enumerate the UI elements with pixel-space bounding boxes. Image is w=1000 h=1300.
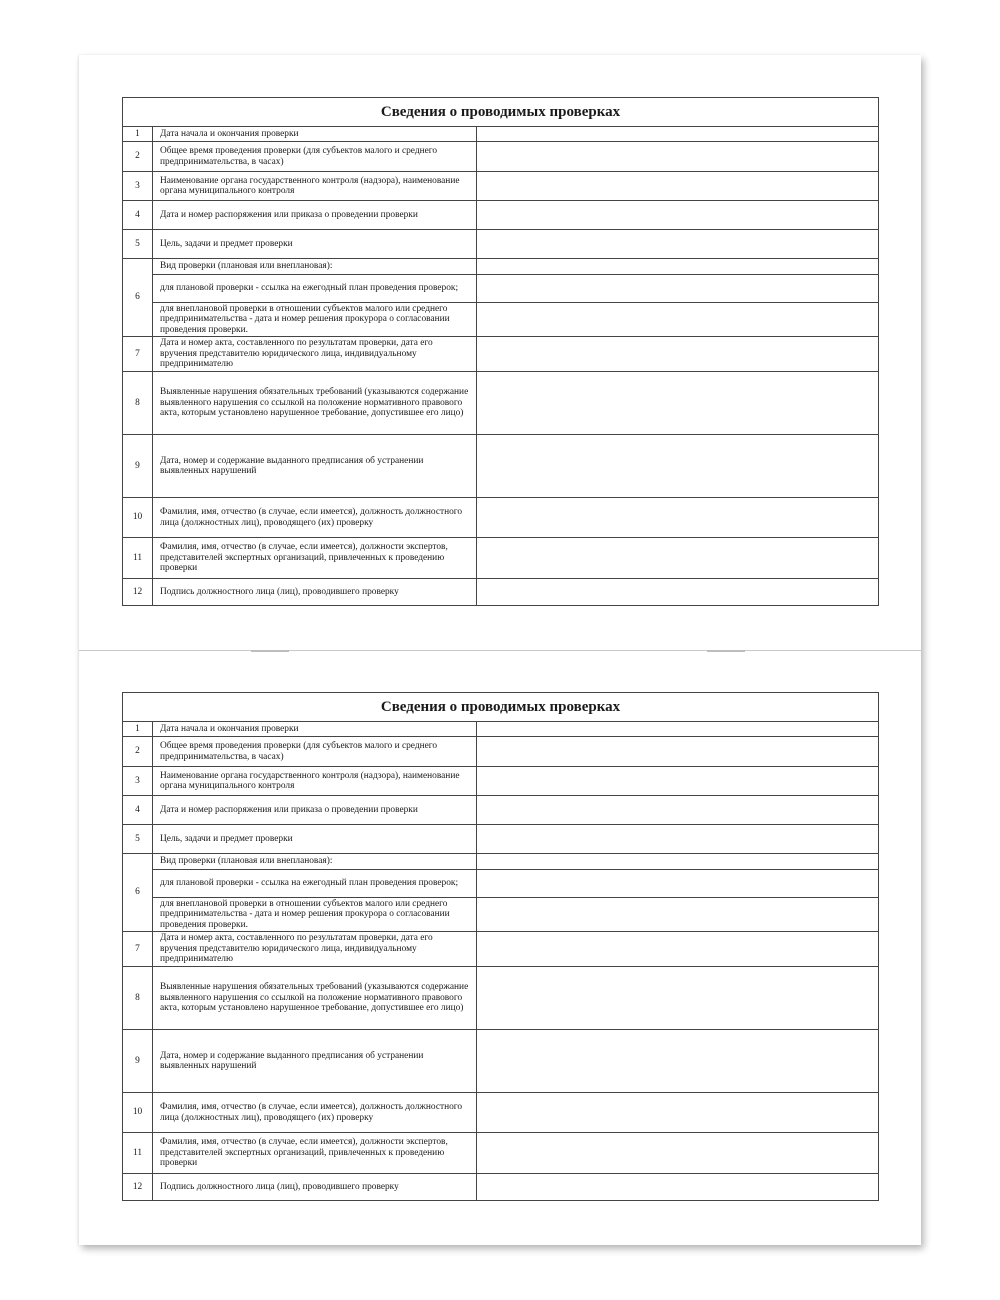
row-value-cell[interactable] (477, 1030, 879, 1093)
row-label: Цель, задачи и предмет проверки (153, 230, 477, 259)
row-number: 2 (123, 737, 153, 767)
row-label: Дата начала и окончания проверки (153, 722, 477, 737)
table-row (123, 1093, 879, 1133)
row-value-cell[interactable] (477, 172, 879, 201)
row-value-cell[interactable] (477, 767, 879, 796)
row-number: 9 (123, 435, 153, 498)
row-label: Вид проверки (плановая или внеплановая): (153, 259, 477, 275)
row-number: 4 (123, 201, 153, 230)
table-row (123, 435, 879, 498)
row-number: 7 (123, 337, 153, 372)
row-number: 2 (123, 142, 153, 172)
row-value-cell[interactable] (477, 303, 879, 337)
table-row (123, 932, 879, 967)
row-number: 10 (123, 498, 153, 538)
table-row (123, 201, 879, 230)
row-value-cell[interactable] (477, 538, 879, 579)
row-label: Выявленные нарушения обязательных требований (указываются содержание выявленного нарушения со ссылкой на положение нормативного правового акта, которым установлено нарушенное требование, допустившее его лицо) (153, 967, 477, 1030)
row-label: Дата и номер распоряжения или приказа о проведении проверки (153, 201, 477, 230)
table-row (123, 142, 879, 172)
row-label: Подпись должностного лица (лиц), проводившего проверку (153, 1174, 477, 1201)
table-row (123, 275, 879, 303)
row-value-cell[interactable] (477, 737, 879, 767)
row-value-cell[interactable] (477, 372, 879, 435)
row-value-cell[interactable] (477, 796, 879, 825)
row-number: 4 (123, 796, 153, 825)
row-label: Дата, номер и содержание выданного предписания об устранении выявленных нарушений (153, 435, 477, 498)
row-number: 3 (123, 767, 153, 796)
row-number: 3 (123, 172, 153, 201)
row-value-cell[interactable] (477, 127, 879, 142)
row-label: Выявленные нарушения обязательных требований (указываются содержание выявленного нарушения со ссылкой на положение нормативного правового акта, которым установлено нарушенное требование, допустившее его лицо) (153, 372, 477, 435)
row-label: Подпись должностного лица (лиц), проводившего проверку (153, 579, 477, 606)
row-value-cell[interactable] (477, 825, 879, 854)
inspections-table-bottom (122, 692, 879, 1201)
row-value-cell[interactable] (477, 967, 879, 1030)
row-label: Общее время проведения проверки (для субъектов малого и среднего предпринимательства, в часах) (153, 142, 477, 172)
table-row (123, 259, 879, 275)
row-label: Цель, задачи и предмет проверки (153, 825, 477, 854)
row-number: 7 (123, 932, 153, 967)
table-row (123, 337, 879, 372)
row-value-cell[interactable] (477, 932, 879, 967)
table-row (123, 579, 879, 606)
table-row (123, 825, 879, 854)
row-label: Наименование органа государственного контроля (надзора), наименование органа муниципального контроля (153, 767, 477, 796)
row-number: 8 (123, 372, 153, 435)
row-label: Фамилия, имя, отчество (в случае, если имеется), должности экспертов, представителей экспертных организаций, привлеченных к проведению проверки (153, 1133, 477, 1174)
row-number: 1 (123, 722, 153, 737)
row-number: 11 (123, 538, 153, 579)
table-row (123, 854, 879, 870)
row-number: 5 (123, 230, 153, 259)
row-value-cell[interactable] (477, 898, 879, 932)
table-row (123, 898, 879, 932)
row-value-cell[interactable] (477, 337, 879, 372)
row-value-cell[interactable] (477, 230, 879, 259)
table-row (123, 127, 879, 142)
row-label: Дата и номер акта, составленного по результатам проверки, дата его вручения представителю юридического лица, индивидуальному предпринимателю (153, 337, 477, 372)
page-fold-line (79, 650, 921, 651)
row-number: 11 (123, 1133, 153, 1174)
table-row (123, 303, 879, 337)
row-number: 5 (123, 825, 153, 854)
row-value-cell[interactable] (477, 854, 879, 870)
row-number: 12 (123, 579, 153, 606)
row-label: Дата начала и окончания проверки (153, 127, 477, 142)
row-number: 1 (123, 127, 153, 142)
row-label: Фамилия, имя, отчество (в случае, если имеется), должность должностного лица (должностных лиц), проводящего (их) проверку (153, 1093, 477, 1133)
row-number: 6 (123, 259, 153, 337)
table-row (123, 767, 879, 796)
row-value-cell[interactable] (477, 435, 879, 498)
row-label: Дата и номер акта, составленного по результатам проверки, дата его вручения представителю юридического лица, индивидуальному предпринимателю (153, 932, 477, 967)
row-number: 10 (123, 1093, 153, 1133)
fold-mark-right (707, 650, 745, 652)
row-number: 6 (123, 854, 153, 932)
row-label: для плановой проверки - ссылка на ежегодный план проведения проверок; (153, 275, 477, 303)
row-label: для внеплановой проверки в отношении субъектов малого или среднего предпринимательства - дата и номер решения прокурора о согласовании проведения проверки. (153, 898, 477, 932)
row-value-cell[interactable] (477, 201, 879, 230)
table-row (123, 737, 879, 767)
row-value-cell[interactable] (477, 275, 879, 303)
fold-mark-left (251, 650, 289, 652)
inspections-table-top (122, 97, 879, 606)
row-number: 8 (123, 967, 153, 1030)
table-row (123, 230, 879, 259)
row-label: Дата и номер распоряжения или приказа о проведении проверки (153, 796, 477, 825)
row-label: Фамилия, имя, отчество (в случае, если имеется), должности экспертов, представителей экспертных организаций, привлеченных к проведению проверки (153, 538, 477, 579)
table-row (123, 498, 879, 538)
table-row (123, 796, 879, 825)
table-row (123, 870, 879, 898)
row-label: Наименование органа государственного контроля (надзора), наименование органа муниципального контроля (153, 172, 477, 201)
row-label: для плановой проверки - ссылка на ежегодный план проведения проверок; (153, 870, 477, 898)
row-value-cell[interactable] (477, 142, 879, 172)
table-row (123, 1030, 879, 1093)
table-row (123, 722, 879, 737)
row-value-cell[interactable] (477, 870, 879, 898)
row-value-cell[interactable] (477, 498, 879, 538)
table-title: Сведения о проводимых проверках (123, 98, 879, 127)
row-number: 12 (123, 1174, 153, 1201)
row-label: для внеплановой проверки в отношении субъектов малого или среднего предпринимательства - дата и номер решения прокурора о согласовании проведения проверки. (153, 303, 477, 337)
row-number: 9 (123, 1030, 153, 1093)
row-value-cell[interactable] (477, 579, 879, 606)
row-value-cell[interactable] (477, 722, 879, 737)
row-label: Вид проверки (плановая или внеплановая): (153, 854, 477, 870)
row-label: Фамилия, имя, отчество (в случае, если имеется), должность должностного лица (должностных лиц), проводящего (их) проверку (153, 498, 477, 538)
row-value-cell[interactable] (477, 1093, 879, 1133)
table-row (123, 372, 879, 435)
table-row (123, 172, 879, 201)
row-label: Дата, номер и содержание выданного предписания об устранении выявленных нарушений (153, 1030, 477, 1093)
row-value-cell[interactable] (477, 259, 879, 275)
row-value-cell[interactable] (477, 1174, 879, 1201)
table-row (123, 1133, 879, 1174)
table-row (123, 967, 879, 1030)
table-row (123, 538, 879, 579)
row-value-cell[interactable] (477, 1133, 879, 1174)
table-row (123, 1174, 879, 1201)
row-label: Общее время проведения проверки (для субъектов малого и среднего предпринимательства, в часах) (153, 737, 477, 767)
table-title: Сведения о проводимых проверках (123, 693, 879, 722)
